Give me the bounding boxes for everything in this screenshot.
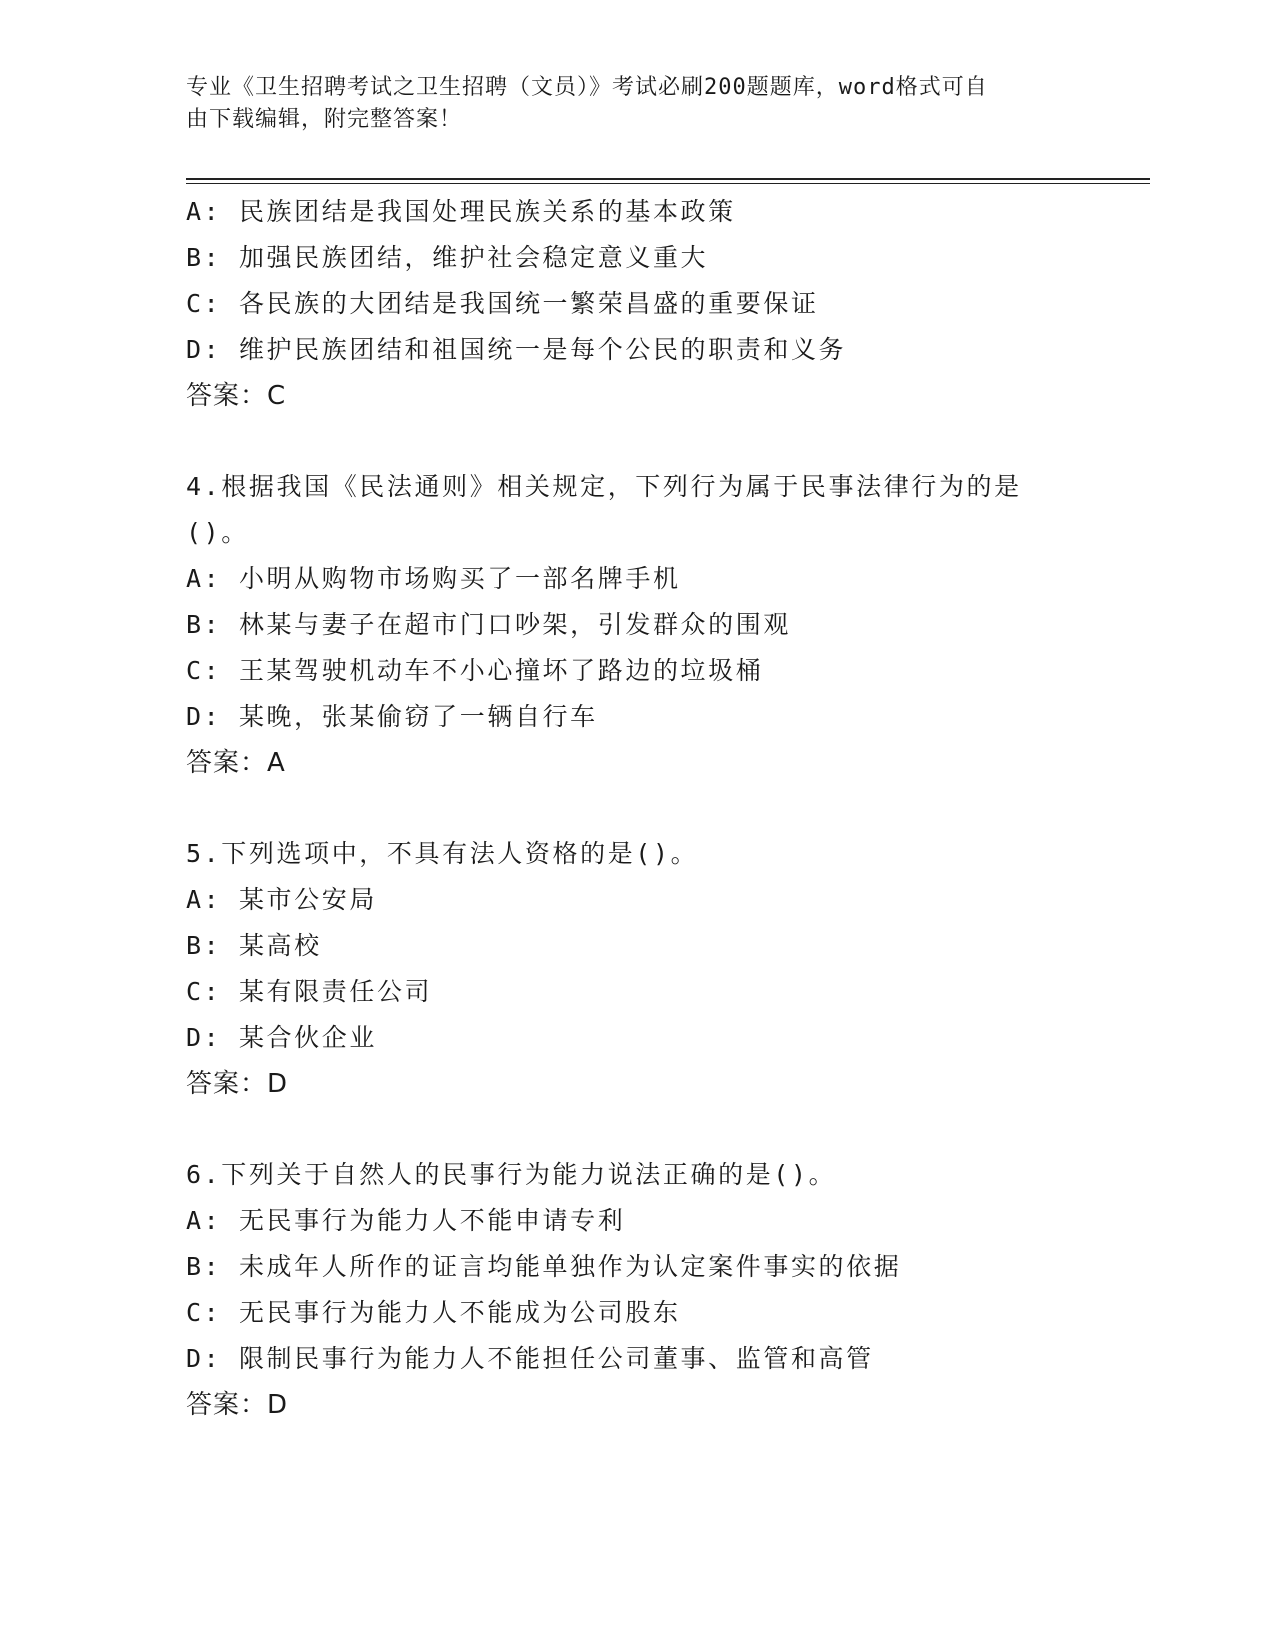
option-c: C: 各民族的大团结是我国统一繁荣昌盛的重要保证 [186,289,819,318]
option-c: C: 无民事行为能力人不能成为公司股东 [186,1298,681,1327]
option-d: D: 维护民族团结和祖国统一是每个公民的职责和义务 [186,335,847,364]
option-d: D: 某合伙企业 [186,1023,377,1052]
question-3 [186,189,1150,419]
spacer [186,786,1150,831]
answer: 答案：D [186,1069,289,1099]
document-header [186,72,1066,136]
answer: 答案：A [186,748,286,778]
option-b: B: 未成年人所作的证言均能单独作为认定案件事实的依据 [186,1252,902,1281]
answer: 答案：C [186,381,287,411]
question-stem-continued: ()。 [186,518,249,547]
option-a: A: 民族团结是我国处理民族关系的基本政策 [186,197,736,226]
header-divider-thick [186,178,1150,180]
option-c: C: 某有限责任公司 [186,977,433,1006]
spacer [186,419,1150,464]
question-list [186,189,1150,1428]
question-4 [186,464,1150,786]
question-stem: 4.根据我国《民法通则》相关规定，下列行为属于民事法律行为的是 [186,472,1022,501]
option-b: B: 某高校 [186,931,322,960]
option-a: A: 无民事行为能力人不能申请专利 [186,1206,626,1235]
question-6 [186,1152,1150,1428]
header-line-2: 由下载编辑，附完整答案！ [186,107,463,132]
question-5 [186,831,1150,1107]
spacer [186,1107,1150,1152]
option-b: B: 加强民族团结，维护社会稳定意义重大 [186,243,709,272]
question-stem: 6.下列关于自然人的民事行为能力说法正确的是()。 [186,1160,837,1189]
option-a: A: 小明从购物市场购买了一部名牌手机 [186,564,681,593]
option-b: B: 林某与妻子在超市门口吵架，引发群众的围观 [186,610,791,639]
option-a: A: 某市公安局 [186,885,377,914]
header-line-1: 专业《卫生招聘考试之卫生招聘（文员）》考试必刷200题题库，word格式可自 [186,75,988,100]
header-divider-thin [186,183,1150,184]
option-d: D: 限制民事行为能力人不能担任公司董事、监管和高管 [186,1344,874,1373]
option-d: D: 某晚，张某偷窃了一辆自行车 [186,702,598,731]
option-c: C: 王某驾驶机动车不小心撞坏了路边的垃圾桶 [186,656,764,685]
answer: 答案：D [186,1390,289,1420]
question-stem: 5.下列选项中，不具有法人资格的是()。 [186,839,699,868]
